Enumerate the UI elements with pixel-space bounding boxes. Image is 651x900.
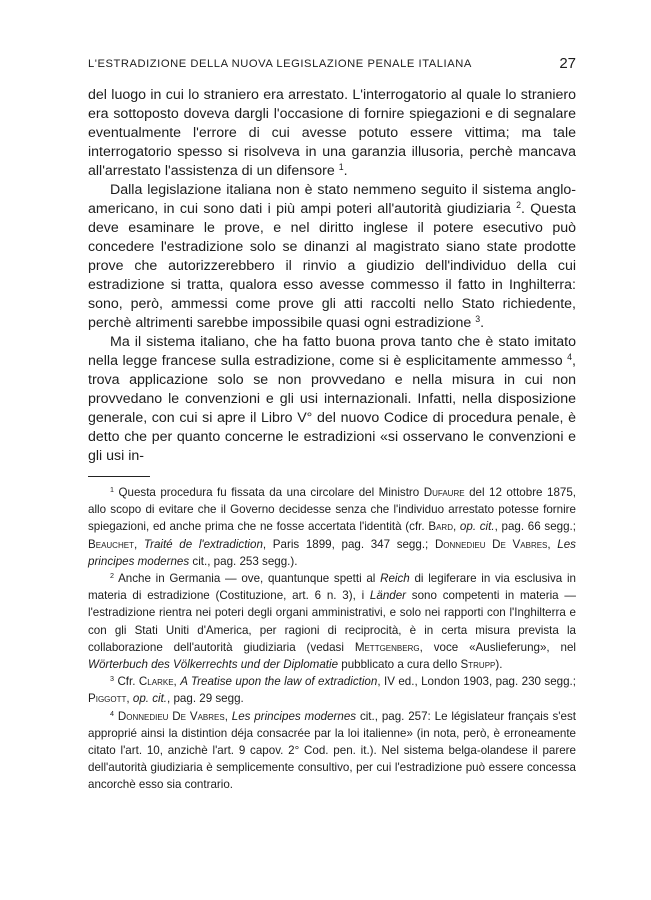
footnote-number: 1 — [110, 485, 114, 495]
page-number: 27 — [559, 55, 576, 72]
footnote-ref-4: 4 — [567, 352, 573, 363]
footnote-text: Anche in Germania — ove, quantunque spetti al — [118, 572, 376, 586]
paragraph-text: Dalla legislazione italiana non è stato nemmeno seguito il sistema anglo-americano, in cui sono dati i più ampi poteri all'autorità giudiziaria — [88, 182, 576, 217]
footnote-text: di legiferare in via esclusiva in materia di estradizione (Costituzione, art. 6 n. 3), i — [88, 572, 576, 603]
paragraph-text: , trova applicazione solo se non provvedano e nella misura in cui non provvedano le convenzioni e gli usi internazionali. Infatti, nella disposizione generale, con cui si apre il Libro V° del nuovo Codice di procedura penale, è detto che per quanto concerne le estradizioni «si osservano le convenzioni e gli usi in- — [88, 353, 576, 464]
work-title: Reich — [380, 572, 410, 586]
paragraph-1 — [88, 86, 576, 181]
work-title: A Treatise upon the law of extradiction — [180, 675, 378, 689]
author-name: Donnedieu De Vabres — [434, 537, 548, 551]
footnote-text: , IV ed., London 1903, pag. 230 segg.; — [377, 675, 576, 689]
paragraph-3 — [88, 333, 576, 466]
footnote-1 — [88, 484, 576, 570]
footnote-4 — [88, 708, 576, 794]
footnote-text: , — [133, 537, 138, 551]
footnote-text: , voce «Auslieferung», nel — [419, 640, 576, 654]
footnote-2 — [88, 570, 576, 673]
paragraph-text: Ma il sistema italiano, che ha fatto buona prova tanto che è stato imitato nella legge francese sulla estradizione, come si è esplicitamente ammesso — [88, 334, 576, 369]
paragraph-text: del luogo in cui lo straniero era arrestato. L'interrogatorio al quale lo straniero era sottoposto doveva dargli l'occasione di fornire spiegazioni e di segnalare eventualmente l'errore di cui avesse potuto essere vittima; ma tale interrogatorio spesso si risolveva in una garanzia illusoria, perchè mancava all'arrestato l'assistenza di un difensore — [88, 87, 576, 179]
footnote-text: Questa procedura fu fissata da una circolare del Ministro — [118, 486, 420, 499]
footnote-text: Cfr. — [117, 675, 136, 689]
footnote-text: , — [547, 537, 551, 551]
paragraph-2 — [88, 181, 576, 333]
author-name: Beauchet — [88, 537, 134, 551]
footnote-text: pubblicato a cura dello — [341, 658, 458, 672]
footnote-text: ). — [495, 658, 503, 672]
author-name: Strupp — [460, 658, 496, 672]
author-name: Mettgenberg — [354, 640, 420, 654]
footnote-text: , — [452, 520, 457, 534]
footnote-text: , pag. 66 segg.; — [494, 520, 576, 534]
footnote-text: , pag. 29 segg. — [167, 692, 244, 706]
footnote-divider — [88, 476, 150, 477]
footnotes — [88, 484, 576, 794]
footnote-ref-1: 1 — [338, 162, 344, 173]
running-head — [88, 55, 576, 77]
work-title: op. cit. — [132, 692, 168, 706]
footnote-text: cit., pag. 253 segg.). — [192, 554, 298, 568]
footnote-3 — [88, 673, 576, 707]
footnote-number: 2 — [110, 571, 114, 581]
footnote-text: sono competenti in materia — l'estradizione rientra nei poteri degli organi amministrativi, e solo nei rapporti con l'Inghilterra e con gli Stati Uniti d'America, per ragioni di reciprocità, è in certa misura prevista la collaborazione dell'autorità giudiziaria (vedasi — [88, 589, 576, 654]
paragraph-text: . — [343, 163, 348, 179]
footnote-text: , — [173, 675, 177, 689]
footnote-text: , Paris 1899, pag. 347 segg.; — [262, 537, 429, 551]
work-title: Länder — [369, 589, 407, 603]
paragraph-text: . — [480, 315, 485, 331]
footnote-number: 4 — [110, 708, 114, 718]
work-title: Wörterbuch des Völkerrechts und der Diplomatie — [88, 658, 339, 672]
footnote-ref-2: 2 — [516, 200, 521, 211]
work-title: op. cit. — [459, 520, 495, 534]
footnote-text: del 12 ottobre 1875, allo scopo di evitare che il Governo decidesse senza che l'individuo arrestato potesse fornire spiegazioni, ed anche prima che ne fosse accertata l'identità (cfr. — [88, 486, 577, 534]
footnote-number: 3 — [110, 674, 114, 684]
footnote-text: cit., pag. 257: Le législateur français s'est approprié ainsi la distintion déja consacrée par la loi italienne» (in nota, però, è erroneamente citato l'art. 10, anzichè l'art. 9 capov. 2° Cod. pen. it.). Nel sistema belga-olandese il parere dell'autorità giudiziaria è semplicemente consultivo, per cui l'estradizione può essere concessa ancorchè esso sia contrario. — [88, 709, 576, 792]
paragraph-text: . Questa deve esaminare le prove, e nel diritto inglese il potere esecutivo può concedere l'estradizione solo se dinanzi al magistrato siano state prodotte prove che autorizzerebbero il rinvio a giudizio dell'individuo della cui estradizione si tratta, qualora esso avesse commesso il fatto in Inghilterra: sono, però, ammessi come prove gli atti raccolti nello Stato richiedente, perchè altrimenti sarebbe impossibile quasi ogni estradizione — [88, 201, 576, 331]
work-title: Traité de l'extradiction — [143, 537, 263, 551]
author-name: Bard — [428, 520, 453, 534]
footnote-text: , — [126, 692, 130, 706]
footnote-ref-3: 3 — [475, 314, 481, 325]
work-title: Les principes modernes — [231, 709, 357, 723]
footnote-text: , — [224, 709, 228, 723]
author-name: Donnedieu De Vabres — [117, 709, 225, 723]
work-title: Les principes modernes — [88, 537, 576, 568]
main-text — [88, 86, 576, 466]
running-title: L'ESTRADIZIONE DELLA NUOVA LEGISLAZIONE PENALE ITALIANA — [88, 58, 472, 70]
author-name: Clarke — [138, 675, 174, 689]
author-name: Dufaure — [423, 486, 465, 499]
author-name: Piggott — [88, 692, 127, 706]
